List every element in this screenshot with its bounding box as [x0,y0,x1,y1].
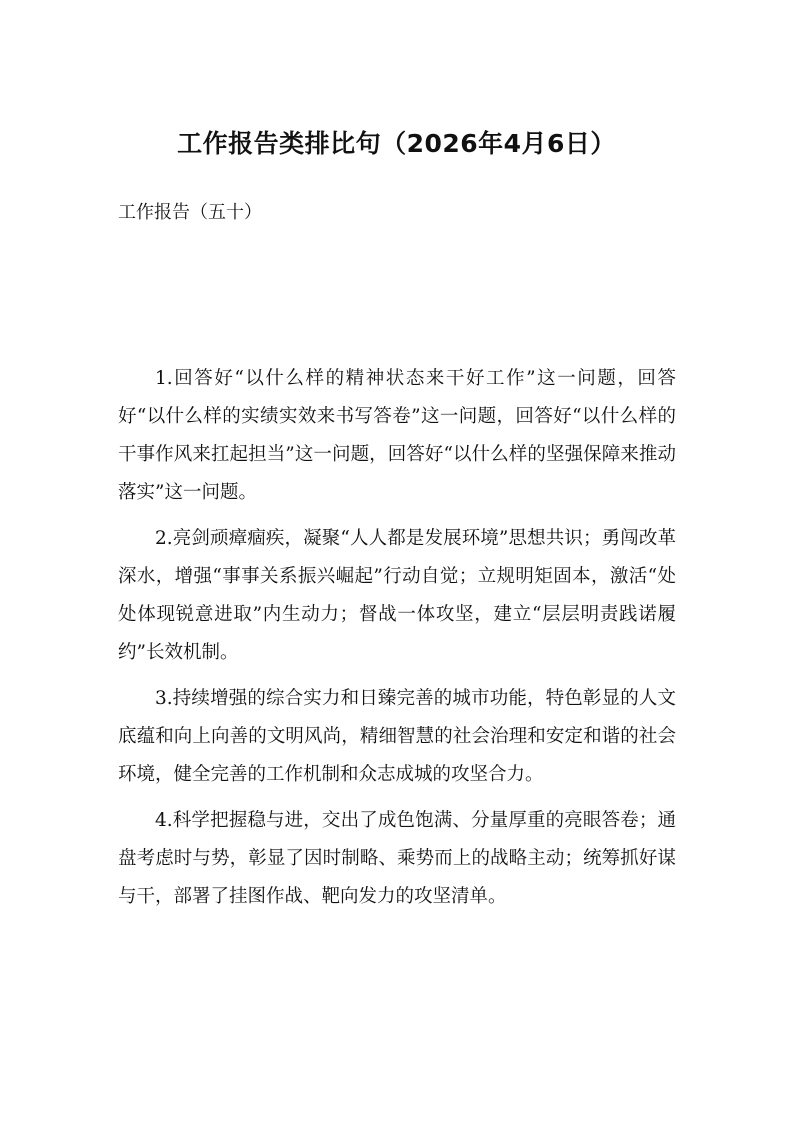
paragraph-4: 4.科学把握稳与进，交出了成色饱满、分量厚重的亮眼答卷；通盘考虑时与势，彰显了因时制略、乘势而上的战略主动；统筹抓好谋与干，部署了挂图作战、靶向发力的攻坚清单。 [118,810,676,907]
paragraph-3: 3.持续增强的综合实力和日臻完善的城市功能，特色彰显的人文底蕴和向上向善的文明风尚，精细智慧的社会治理和安定和谐的社会环境，健全完善的工作机制和众志成城的攻坚合力。 [118,688,676,785]
document-body [118,360,676,924]
document-subtitle: 工作报告（五十） [118,202,262,223]
document-title: 工作报告类排比句（2026年4月6日） [177,129,616,158]
paragraph-2: 2.亮剑顽瘴痼疾，凝聚“人人都是发展环境”思想共识；勇闯改革深水，增强“事事关系振兴崛起”行动自觉；立规明矩固本，激活“处处体现锐意进取”内生动力；督战一体攻坚，建立“层层明责践诺履约”长效机制。 [118,528,676,663]
paragraph-1: 1.回答好“以什么样的精神状态来干好工作”这一问题，回答好“以什么样的实绩实效来书写答卷”这一问题，回答好“以什么样的干事作风来扛起担当”这一问题，回答好“以什么样的坚强保障来推动落实”这一问题。 [118,368,676,503]
